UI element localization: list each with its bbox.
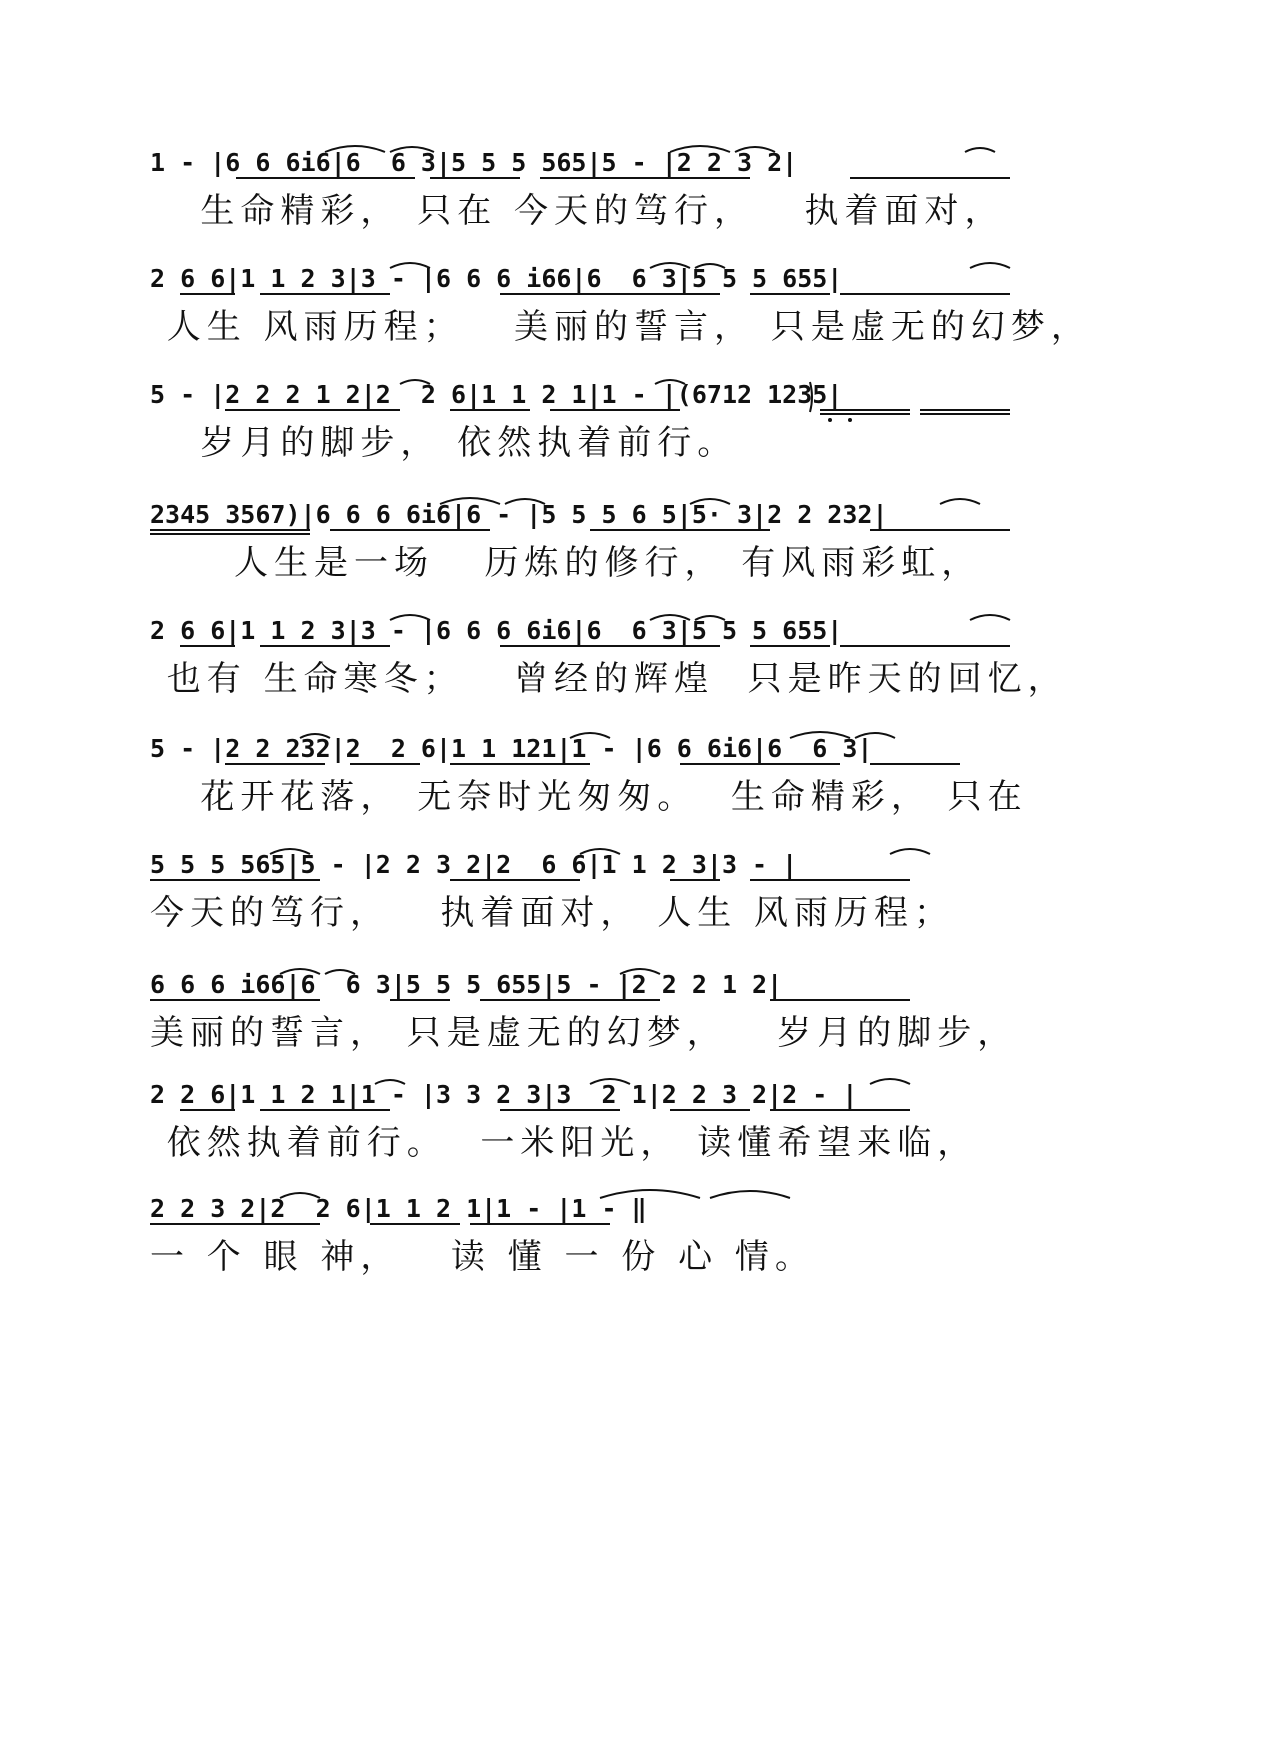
notation-line: 2345 3567)|6 6 6 6i6|6 - |5 5 5 6 5|5· 3|2 2 232| [150, 500, 888, 529]
score-line-10 [150, 1186, 1130, 1296]
lyrics-line: 人生 风雨历程； 美丽的誓言， 只是虚无的幻梦， [150, 307, 1091, 347]
notation-line: 6 6 6 i66|6 6 3|5 5 5 655|5 - |2 2 2 1 2| [150, 970, 783, 999]
score-line-7 [150, 842, 1130, 952]
notation-line: 5 - |2 2 232|2 2 6|1 1 121|1 - |6 6 6i6|6 6 3| [150, 734, 873, 763]
score-line-2 [150, 256, 1130, 366]
notation-line: 5 - |2 2 2 1 2|2 2 6|1 1 2 1|1 - |(6712 1235| [150, 380, 843, 409]
score-line-8 [150, 962, 1130, 1072]
notation-line: 2 2 3 2|2 2 6|1 1 2 1|1 - |1 - ‖ [150, 1194, 647, 1223]
lyrics-line: 花开花落， 无奈时光匆匆。 生命精彩， 只在 [150, 777, 1028, 817]
score-line-5 [150, 608, 1130, 718]
notation-line: 1 - |6 6 6i6|6 6 3|5 5 5 565|5 - |2 2 3 2| [150, 148, 798, 177]
lyrics-line: 依然执着前行。 一米阳光， 读懂希望来临， [150, 1123, 978, 1163]
notation-line: 2 2 6|1 1 2 1|1 - |3 3 2 3|3 2 1|2 2 3 2|2 - | [150, 1080, 858, 1109]
lyrics-line: 人生是一场 历炼的修行， 有风雨彩虹， [150, 543, 982, 583]
score-line-1 [150, 140, 1130, 250]
score-line-3 [150, 372, 1130, 482]
lyrics-line: 今天的笃行， 执着面对， 人生 风雨历程； [150, 893, 955, 933]
lyrics-line: 也有 生命寒冬； 曾经的辉煌 只是昨天的回忆， [150, 659, 1068, 699]
score-line-4 [150, 492, 1130, 602]
lyrics-line: 美丽的誓言， 只是虚无的幻梦， 岁月的脚步， [150, 1013, 1018, 1053]
score-line-9 [150, 1072, 1130, 1182]
notation-line: 2 6 6|1 1 2 3|3 - |6 6 6 i66|6 6 3|5 5 5 655| [150, 264, 843, 293]
notation-line: 5 5 5 565|5 - |2 2 3 2|2 6 6|1 1 2 3|3 - | [150, 850, 798, 879]
lyrics-line: 岁月的脚步， 依然执着前行。 [150, 423, 738, 463]
score-line-6 [150, 726, 1130, 836]
notation-line: 2 6 6|1 1 2 3|3 - |6 6 6 6i6|6 6 3|5 5 5 655| [150, 616, 843, 645]
lyrics-line: 生命精彩， 只在 今天的笃行， 执着面对， [150, 191, 1005, 231]
lyrics-line: 一 个 眼 神， 读 懂 一 份 心 情。 [150, 1237, 815, 1277]
